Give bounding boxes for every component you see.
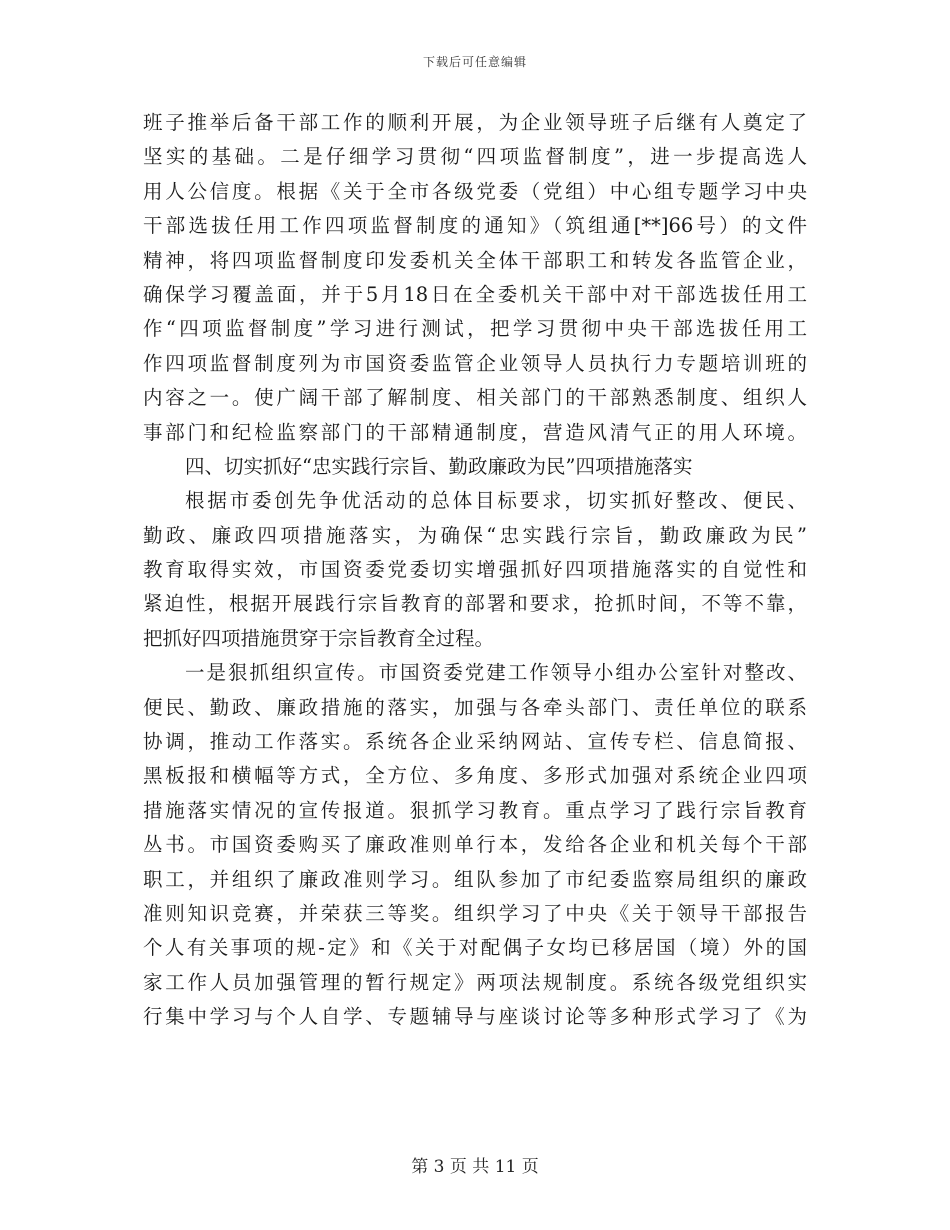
text-line: 一是狠抓组织宣传。市国资委党建工作领导小组办公室针对整改、 [185, 661, 807, 685]
text-line: 把抓好四项措施贯穿于宗旨教育全过程。 [143, 626, 495, 650]
text-line: 内容之一。使广阔干部了解制度、相关部门的干部熟悉制度、组织人 [143, 386, 807, 410]
section-heading: 四、切实抓好“忠实践行宗旨、勤政廉政为民”四项措施落实 [185, 454, 693, 478]
text-line: 教育取得实效，市国资委党委切实增强抓好四项措施落实的自觉性和 [143, 558, 807, 582]
text-line: 作四项监督制度列为市国资委监管企业领导人员执行力专题培训班的 [143, 351, 807, 375]
text-line: 用人公信度。根据《关于全市各级党委（党组）中心组专题学习中央 [143, 179, 807, 203]
text-line: 勤政、廉政四项措施落实，为确保“忠实践行宗旨，勤政廉政为民” [143, 523, 807, 547]
page-number: 第 3 页 共 11 页 [411, 1157, 539, 1177]
text-line: 黑板报和横幅等方式，全方位、多角度、多形式加强对系统企业四项 [143, 764, 807, 788]
text-line: 班子推举后备干部工作的顺利开展，为企业领导班子后继有人奠定了 [143, 111, 807, 134]
document-body [143, 106, 807, 1035]
text-line: 措施落实情况的宣传报道。狠抓学习教育。重点学习了践行宗旨教育 [143, 798, 807, 822]
text-line: 确保学习覆盖面，并于5月18日在全委机关干部中对干部选拔任用工 [143, 282, 807, 306]
text-line: 根据市委创先争优活动的总体目标要求，切实抓好整改、便民、 [185, 489, 807, 513]
text-line: 丛书。市国资委购买了廉政准则单行本，发给各企业和机关每个干部 [143, 833, 807, 857]
text-line: 作“四项监督制度”学习进行测试，把学习贯彻中央干部选拔任用工 [143, 317, 807, 341]
text-line: 坚实的基础。二是仔细学习贯彻“四项监督制度”，进一步提高选人 [143, 145, 807, 169]
text-line: 个人有关事项的规-定》和《关于对配偶子女均已移居国（境）外的国 [143, 936, 807, 960]
text-line: 准则知识竞赛，并荣获三等奖。组织学习了中央《关于领导干部报告 [143, 901, 807, 925]
text-line: 精神，将四项监督制度印发委机关全体干部职工和转发各监管企业， [143, 248, 807, 272]
text-line: 协调，推动工作落实。系统各企业采纳网站、宣传专栏、信息简报、 [143, 730, 807, 754]
text-line: 便民、勤政、廉政措施的落实，加强与各牵头部门、责任单位的联系 [143, 695, 807, 719]
text-line: 职工，并组织了廉政准则学习。组队参加了市纪委监察局组织的廉政 [143, 867, 807, 891]
text-line: 行集中学习与个人自学、专题辅导与座谈讨论等多种形式学习了《为 [143, 1005, 807, 1029]
text-line: 紧迫性，根据开展践行宗旨教育的部署和要求，抢抓时间，不等不靠， [143, 592, 807, 616]
page-header-note: 下载后可任意编辑 [422, 55, 527, 69]
text-line: 家工作人员加强管理的暂行规定》两项法规制度。系统各级党组织实 [143, 970, 807, 994]
text-line: 干部选拔任用工作四项监督制度的通知》（筑组通[**]66号）的文件 [143, 214, 807, 238]
text-line: 事部门和纪检监察部门的干部精通制度，营造风清气正的用人环境。 [143, 420, 807, 444]
